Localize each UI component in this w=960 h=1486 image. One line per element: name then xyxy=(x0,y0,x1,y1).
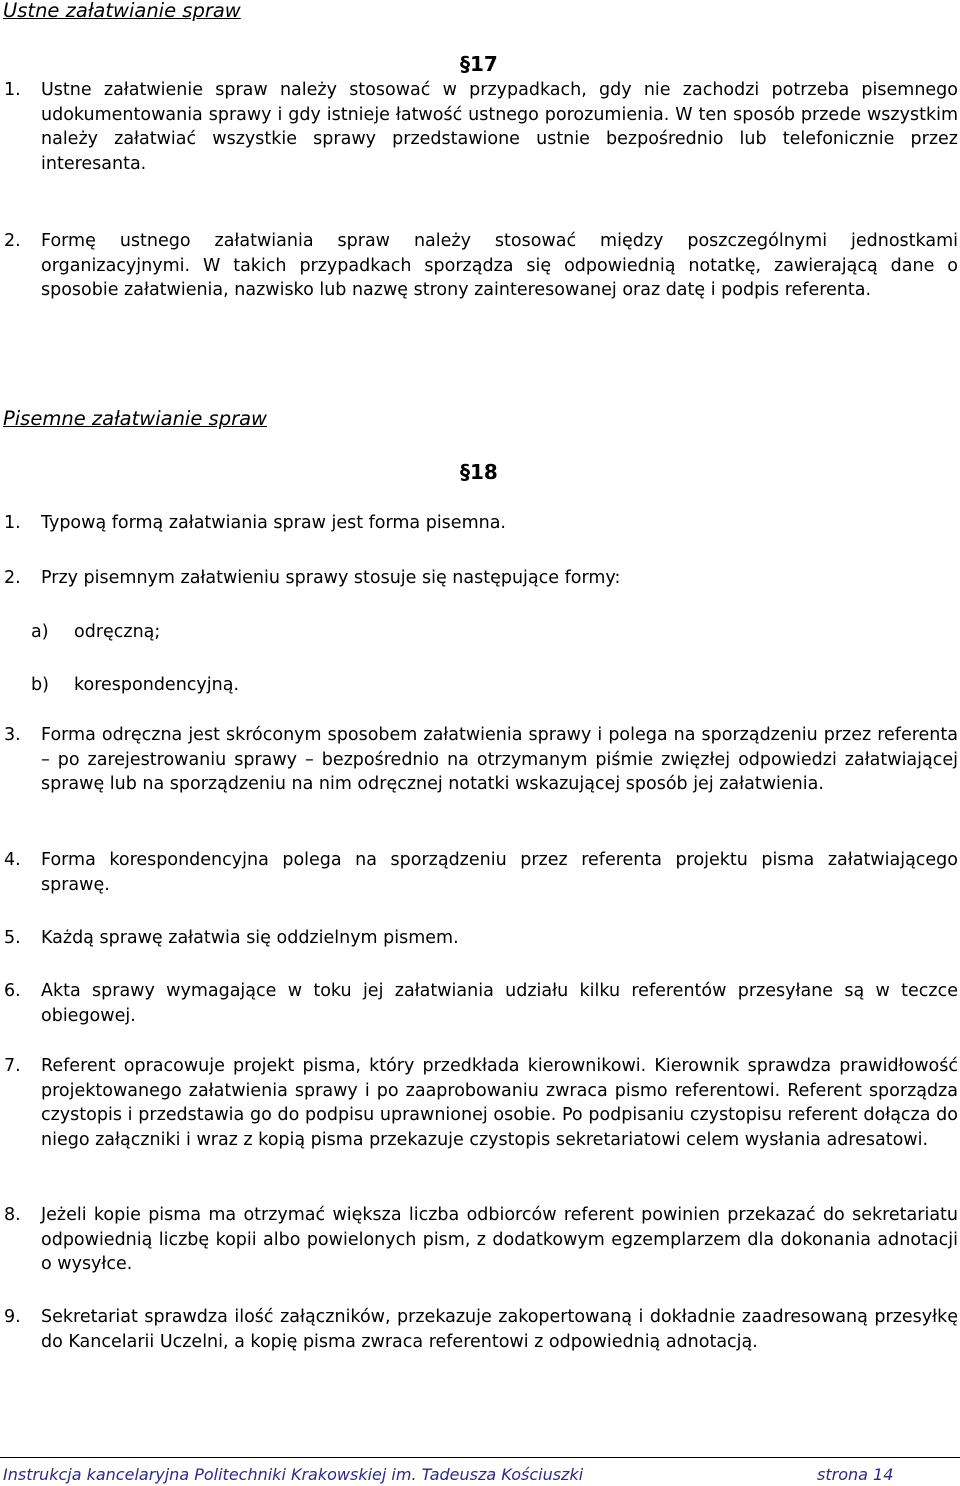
paragraph-number-18: §18 xyxy=(460,460,498,484)
section-heading-written: Pisemne załatwianie spraw xyxy=(3,407,268,430)
item-number: 2. xyxy=(4,568,21,588)
item-text: Referent opracowuje projekt pisma, który przedkłada kierownikowi. Kierownik sprawdza prawidłowość projektowanego załatwienia sprawy i po zaaprobowaniu zwraca pismo referentowi. Referent sporządza czystopis i przedstawia go do podpisu uprawnionej osobie. Po podpisaniu czystopisu referent dołącza do niego załączniki i wraz z kopią pisma przekazuje czystopis sekretariatowi celem wysłania adresatowi. xyxy=(41,1056,958,1150)
item-text: Akta sprawy wymagające w toku jej załatwiania udziału kilku referentów przesyłane są w teczce obiegowej. xyxy=(41,981,958,1026)
item-number: 5. xyxy=(4,928,21,948)
item-text: Każdą sprawę załatwia się oddzielnym pismem. xyxy=(41,928,459,948)
list-item xyxy=(4,1054,958,1152)
item-number: 6. xyxy=(4,981,21,1001)
item-number: 9. xyxy=(4,1307,21,1327)
item-text: Jeżeli kopie pisma ma otrzymać większa liczba odbiorców referent powinien przekazać do sekretariatu odpowiednią liczbę kopii albo powielonych pism, z dodatkowym egzemplarzem dla dokonania adnotacji o wysyłce. xyxy=(41,1205,958,1274)
item-number: 8. xyxy=(4,1205,21,1225)
list-item xyxy=(4,723,958,797)
item-text: Forma korespondencyjna polega na sporządzeniu przez referenta projektu pisma załatwiającego sprawę. xyxy=(41,850,958,895)
list-item xyxy=(4,566,958,591)
item-number: 3. xyxy=(4,725,21,745)
section-heading-oral: Ustne załatwianie spraw xyxy=(3,0,241,22)
item-number: 4. xyxy=(4,850,21,870)
form-option xyxy=(31,673,239,698)
paragraph-number-17: §17 xyxy=(460,52,498,76)
form-label: korespondencyjną. xyxy=(74,675,240,695)
item-number: 2. xyxy=(4,231,21,251)
list-item xyxy=(4,1203,958,1277)
item-text: Ustne załatwienie spraw należy stosować w przypadkach, gdy nie zachodzi potrzeba pisemnego udokumentowania sprawy i gdy istnieje łatwość ustnego porozumienia. W ten sposób przede wszystkim należy załatwiać wszystkie sprawy przedstawione ustnie bezpośrednio lub telefonicznie przez interesanta. xyxy=(41,80,958,174)
list-item xyxy=(4,511,958,536)
list-item xyxy=(4,926,958,951)
list-item xyxy=(4,848,958,897)
item-number: 1. xyxy=(4,513,21,533)
form-option xyxy=(31,620,160,645)
footer-page-number: strona 14 xyxy=(817,1465,894,1484)
item-number: 7. xyxy=(4,1056,21,1076)
item-text: Typową formą załatwiania spraw jest forma pisemna. xyxy=(41,513,506,533)
list-item xyxy=(4,1305,958,1354)
list-item xyxy=(4,979,958,1028)
item-number: 1. xyxy=(4,80,21,100)
footer-divider xyxy=(0,1457,960,1458)
item-text: Przy pisemnym załatwieniu sprawy stosuje się następujące formy: xyxy=(41,568,621,588)
form-letter: a) xyxy=(31,622,49,642)
form-letter: b) xyxy=(31,675,49,695)
form-label: odręczną; xyxy=(74,622,161,642)
item-text: Formę ustnego załatwiania spraw należy stosować między poszczególnymi jednostkami organizacyjnymi. W takich przypadkach sporządza się odpowiednią notatkę, zawierającą dane o sposobie załatwienia, nazwisko lub nazwę strony zainteresowanej oraz datę i podpis referenta. xyxy=(41,231,958,300)
item-text: Sekretariat sprawdza ilość załączników, przekazuje zakopertowaną i dokładnie zaadresowaną przesyłkę do Kancelarii Uczelni, a kopię pisma zwraca referentowi z odpowiednią adnotacją. xyxy=(41,1307,958,1352)
footer-title: Instrukcja kancelaryjna Politechniki Krakowskiej im. Tadeusza Kościuszki xyxy=(3,1465,584,1484)
list-item xyxy=(4,229,958,303)
list-item xyxy=(4,78,958,176)
item-text: Forma odręczna jest skróconym sposobem załatwienia sprawy i polega na sporządzeniu przez referenta – po zarejestrowaniu sprawy – bezpośrednio na otrzymanym piśmie zwięzłej odpowiedzi załatwiającej sprawę lub na sporządzeniu na nim odręcznej notatki wskazującej sposób jej załatwienia. xyxy=(41,725,958,794)
